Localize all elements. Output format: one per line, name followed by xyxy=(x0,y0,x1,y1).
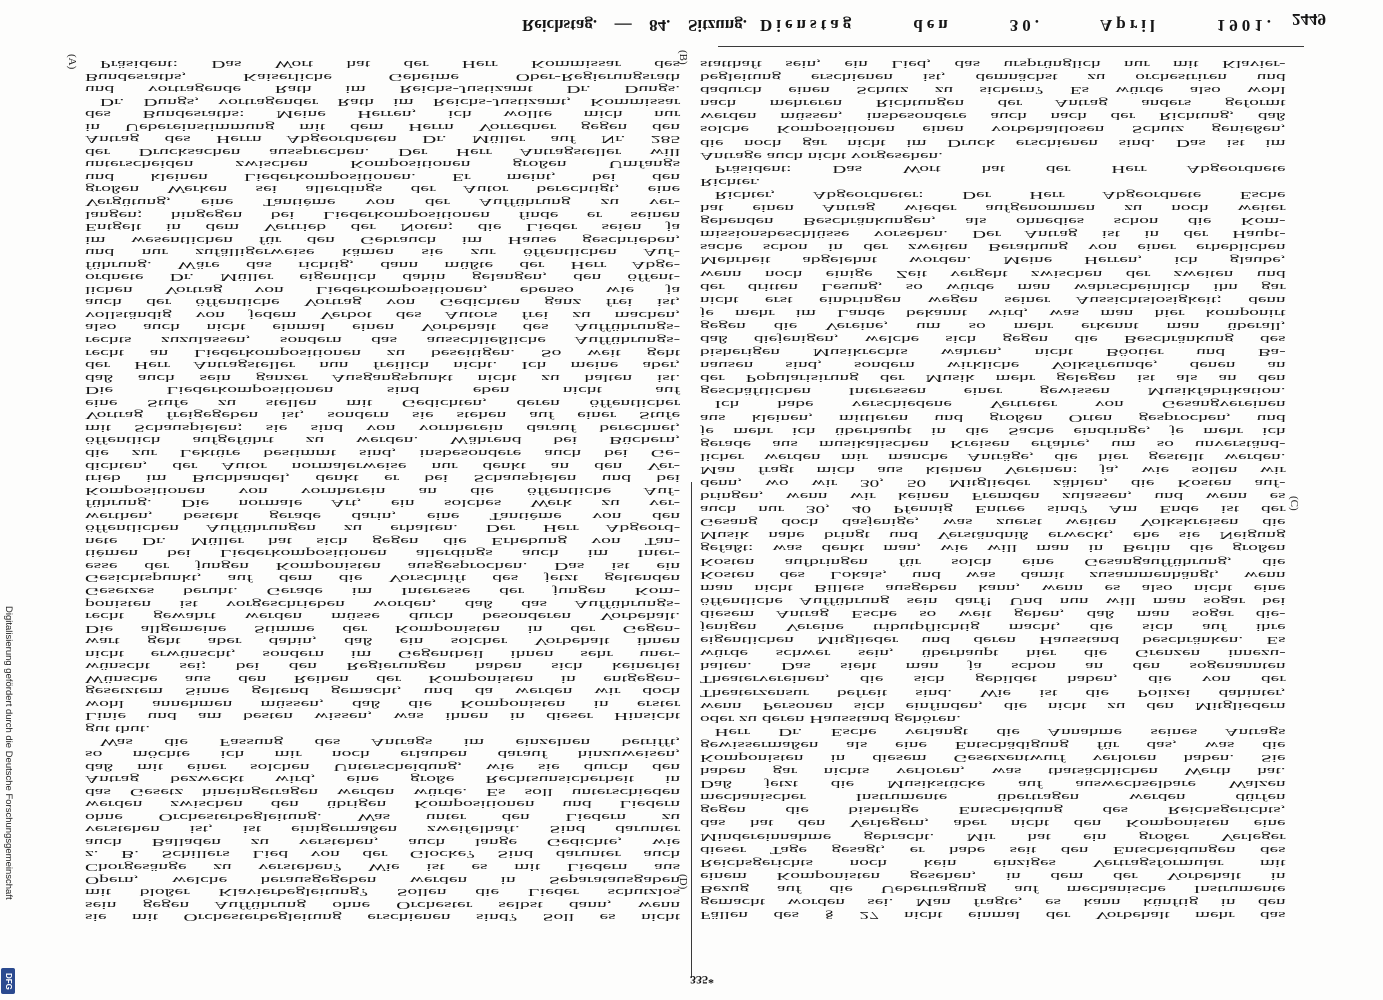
text-line-content: lichen Vortrag von Liederkompositionen, ebenso wie ja xyxy=(85,283,681,295)
text-line-content: Mehrheit abgelehnt worden. Meine Herren, ich glaube, xyxy=(700,254,1286,266)
text-line-content: Linie und am besten wissen, was ihnen in dieser Hinsicht xyxy=(85,710,681,722)
text-line xyxy=(85,847,680,860)
text-line-content: recht an Liederkompositionen zu beseitigen. So weit geht xyxy=(85,346,681,358)
text-line xyxy=(85,672,680,685)
text-line xyxy=(700,437,1286,450)
text-line-content: werden müssen, insbesondere auch nach der Richtung, daß xyxy=(700,110,1286,122)
text-line-content: Komponisten in diesem Gesetzentwurf verloren haben. Sie xyxy=(700,751,1286,763)
text-line-content: man nicht Billets ausgeben kann, wenn es also nicht eine xyxy=(700,581,1286,593)
text-line-content: führung. Die normale Art, ein solches Werk zu ver- xyxy=(85,497,681,509)
text-line-content: dichten, der Autor normalerweise nur denkt an den Ver- xyxy=(85,459,681,471)
text-line xyxy=(700,528,1286,541)
text-line-content: vollständig von jedem Verbot des Autors frei zu machen, xyxy=(85,308,681,320)
text-line-content: das hat den Verlegern, aber nicht den Komponisten eine xyxy=(700,817,1286,829)
text-line-content: gerade aus musikalischen Kreisen erfahre, um so unverständ- xyxy=(700,437,1286,449)
text-line-content: in Uebereinstimmung mit dem Herrn Vorredner gegen den xyxy=(85,120,681,132)
text-line xyxy=(85,521,680,534)
text-line-content: Musik nahe bringt und Verständniß erweckt, ehe sie Neigung xyxy=(700,529,1286,541)
text-line-content: Chorgesänge zu verstehen? Wie ist es mit Liedern aus xyxy=(85,861,681,872)
text-line xyxy=(700,175,1286,188)
text-line xyxy=(700,122,1286,135)
text-line-content: und vortragende Rath im Reichs-Justizamt Dr. Dungs. xyxy=(85,83,681,95)
text-line xyxy=(85,659,680,672)
text-line xyxy=(85,157,680,170)
text-line xyxy=(700,581,1286,594)
text-line xyxy=(700,672,1286,685)
text-line xyxy=(700,515,1286,528)
text-line-content: der Popularisirung der Musik mehr gelegen ist als an den xyxy=(700,372,1286,384)
text-line xyxy=(700,306,1286,319)
text-line xyxy=(85,597,680,610)
text-line-content: gegen die bisherige Entscheidung des Reichsgerichts, xyxy=(700,804,1286,816)
text-line xyxy=(85,471,680,484)
text-line-content: wart geht aber dahin, daß ein solcher Vorbehalt ihnen xyxy=(85,635,681,647)
text-line-content: auch Balladen zu verstehen, auch lange Gedichte, wie xyxy=(85,835,681,847)
text-line xyxy=(700,201,1286,214)
text-line-content: Vergütung, eine Tantième von der Aufführung zu ver- xyxy=(85,196,681,208)
text-line-content: nausen sind, sondern wirkliche Volksfreunde, denen an xyxy=(700,359,1286,371)
text-line xyxy=(700,816,1286,829)
text-line xyxy=(700,777,1286,790)
text-line xyxy=(700,267,1286,280)
text-line xyxy=(85,709,680,722)
text-line xyxy=(85,622,680,635)
text-line xyxy=(700,358,1286,371)
text-line xyxy=(700,725,1286,738)
margin-letter-d: (D) xyxy=(677,874,689,890)
text-line xyxy=(700,489,1286,502)
text-line-content: daß mit einer solchen Unterscheidung, wie sie durch den xyxy=(85,760,681,772)
text-line-content: Reichsgerichts noch kein einziges Vertragsformular mit xyxy=(700,856,1286,868)
text-line xyxy=(85,82,680,95)
text-line-content: solche Kompositionen einen vorbehaltlosen Schutz genießen, xyxy=(700,123,1286,135)
text-line-content: Entgelt in dem Vertrieb der Noten; die Lieder seien ja xyxy=(85,221,681,233)
text-line-content: halten. Das sieht man ja schon an den sogenannten xyxy=(700,660,1286,672)
text-line xyxy=(85,860,680,873)
text-line xyxy=(85,584,680,597)
text-line-content: gemacht worden sei. Man fragte, es kann künftig in den xyxy=(700,896,1286,907)
text-line-content: Daß jetzt die Musikstücke auf auswechselbare Walzen xyxy=(700,778,1286,790)
text-line xyxy=(700,188,1286,201)
text-line-content: sache schon in der zweiten Berathung von einer erheblichen xyxy=(700,241,1286,253)
text-line-content: nicht erst einbringen wegen seiner Aussichtslosigkeit; denn xyxy=(700,293,1286,305)
text-line-content: Antrage auch nicht vorgesehen. xyxy=(700,149,943,161)
text-line-content: daß auch sein ganzer Ausgangspunkt nicht zu halten ist. xyxy=(85,371,681,383)
text-column-left xyxy=(85,57,680,923)
text-column-right xyxy=(700,57,1286,921)
text-line-content: sie mit Orchesterbegleitung erschienen sind? Soll es nicht xyxy=(85,911,681,923)
text-line xyxy=(85,182,680,195)
text-line xyxy=(700,280,1286,293)
text-line xyxy=(85,358,680,371)
text-line-content: haben gar nichts verloren, was thatsächlichen Werth hat. xyxy=(700,765,1286,777)
text-line xyxy=(700,646,1286,659)
text-line xyxy=(85,70,680,83)
text-line-content: so möchte ich mir noch erlauben darauf hinzuweisen, xyxy=(85,748,681,760)
margin-letter-b: (B) xyxy=(677,50,689,65)
text-line-content: begleitung erschienen ist, demnächst zu orchestriren und xyxy=(700,71,1286,83)
text-line xyxy=(700,803,1286,816)
text-line xyxy=(85,873,680,886)
text-line-content: Gesang doch dasjenige, was zuerst weiten Volkskreisen die xyxy=(700,516,1286,528)
text-line-content: hat einen Antrag wieder aufgenommen zu noch weiter xyxy=(700,202,1286,214)
text-line-content: Antrag bezweckt wird, eine große Rechtsunsicherheit in xyxy=(85,773,681,785)
text-line-content: ohne Orchesterbegleitung. Was unter den Liedern zu xyxy=(85,810,681,822)
text-line-content: werthen, besteht gerade darin, eine Tantième von den xyxy=(85,509,681,521)
text-line xyxy=(85,546,680,559)
text-line xyxy=(700,332,1286,345)
text-line xyxy=(85,308,680,321)
text-line-content: geschäftlichen Interessen einer gewissen Musikfabrikation. xyxy=(700,385,1286,397)
text-line xyxy=(85,910,680,923)
text-line xyxy=(700,541,1286,554)
text-line-content: die zur Lektüre bestimmt sind, insbesondere auch bei Ge- xyxy=(85,446,681,458)
text-line xyxy=(85,534,680,547)
text-line xyxy=(700,856,1286,869)
text-line-content: ordnete Dr. Müller eigentlich dahin gelangen, den öffent- xyxy=(85,271,681,283)
text-line-content: würde schwer sein, überhaupt hier die Grenzen innezu- xyxy=(700,647,1286,659)
text-line xyxy=(85,459,680,472)
text-line xyxy=(85,333,680,346)
text-line xyxy=(85,697,680,710)
text-line xyxy=(700,411,1286,424)
text-line-content: Mindereinnahme gebracht. Mir hat ein großer Verleger xyxy=(700,830,1286,842)
text-line-content: mit Schauspielen; sie sind von vornherein darauf berechnet, xyxy=(85,421,681,433)
text-line-content: aus kleinen, mittleren und großen Orten gesprochen, und xyxy=(700,411,1286,423)
text-line-content: mechanischer Instrumente übertragen werden dürfen xyxy=(700,791,1286,803)
text-line xyxy=(85,371,680,384)
text-line-content: rechts zuzulassen, sondern das ausschließliche Aufführungs- xyxy=(85,334,681,346)
column-rule xyxy=(691,482,692,978)
text-line-content: dieser Tage gesagt, er habe seit den Entscheidungen des xyxy=(700,843,1286,855)
text-line-content: Wünsche aus den Reihen der Komponisten in entgegen- xyxy=(85,672,681,684)
text-line-content: missionsbeschlüsse vorsehen. Der Antrag ist in der Haupt- xyxy=(700,228,1286,240)
text-line xyxy=(85,898,680,911)
text-line xyxy=(700,699,1286,712)
text-line-content: sein gegen Aufführung ohne Orchester selbst dann, wenn xyxy=(85,898,681,910)
text-line-content: der Herr Antragsteller nun freilich nicht. Ich meine aber, xyxy=(85,359,681,371)
text-line-content: nicht erwünscht, sondern im Gegentheil ihnen sehr uner- xyxy=(85,647,681,659)
text-line-content: Kosten des Lokals, und was damit zusammenhängt, wenn xyxy=(700,568,1286,580)
text-line xyxy=(700,253,1286,266)
text-line-content: öffentlich aufgeführt zu werden. Während bei Büchern, xyxy=(85,434,681,446)
text-line-content: Dr. Dungs, vortragender Rath im Reichs-Justizamt, Kommissar xyxy=(99,95,681,107)
margin-letter-c: (C) xyxy=(1288,496,1300,511)
text-line xyxy=(85,835,680,848)
text-line-content: oder zu deren Hausstand gehören. xyxy=(700,712,961,724)
text-line xyxy=(700,895,1286,908)
text-line xyxy=(85,810,680,823)
text-line xyxy=(85,885,680,898)
text-line xyxy=(85,383,680,396)
text-line xyxy=(85,132,680,145)
text-line xyxy=(85,571,680,584)
text-line-content: tièmen bei Liederkompositionen allerdings auch im Inter- xyxy=(85,547,681,559)
text-line xyxy=(700,214,1286,227)
text-line xyxy=(85,145,680,158)
text-line xyxy=(85,559,680,572)
text-line-content: Theaterzensur befreit sind. Wie ist die Polizei dahinter, xyxy=(700,686,1286,698)
text-line-content: bisherigen Musikrechts wahren, nicht Böotier und Ba- xyxy=(700,346,1286,358)
text-line-content: Kompositionen von vornherein an die öffentliche Auf- xyxy=(85,484,681,496)
text-line xyxy=(700,751,1286,764)
text-line xyxy=(700,397,1286,410)
text-line-content: Präsident: Das Wort hat der Herr Kommissar des xyxy=(99,58,681,69)
text-line-content: recht gewahrt werden müsse durch besonderen Vorbehalt. xyxy=(85,610,681,622)
text-line-content: z. B. Schillers Lied von der Glocke? Sind darunter auch xyxy=(85,848,681,860)
text-line xyxy=(85,647,680,660)
text-line xyxy=(700,293,1286,306)
running-head-title: Reichstag. — 84. Sitzung. xyxy=(522,16,747,35)
text-line-content: nach mehreren Richtungen der Antrag anders geformt xyxy=(700,97,1286,109)
text-line xyxy=(700,463,1286,476)
text-line-content: wünscht sei; bei den Regierungen haben sich keinerlei xyxy=(85,660,681,672)
text-line-content: licher werden mir manche Anträge, die hier gestellt werden. xyxy=(700,450,1286,462)
text-line xyxy=(85,785,680,798)
text-line xyxy=(85,170,680,183)
text-line xyxy=(85,684,680,697)
text-line xyxy=(700,384,1286,397)
text-line-content: gewissermaßen als eine Entschädigung für das, was die xyxy=(700,738,1286,750)
text-line xyxy=(85,258,680,271)
text-line xyxy=(700,620,1286,633)
text-line-content: auch der öffentliche Vortrag von Gedichten ganz frei ist, xyxy=(85,296,681,308)
text-line xyxy=(700,57,1286,70)
text-line-content: großen Werken sei allerdings der Autor berechtigt, eine xyxy=(85,183,681,195)
text-line xyxy=(85,57,680,70)
text-line-content: Antrag des Herrn Abgeordneten Dr. Müller auf Nr. 285 xyxy=(85,133,681,145)
text-line xyxy=(700,882,1286,895)
text-line xyxy=(85,396,680,409)
text-line-content: denn, wo wir 30, 50 Mitglieder zählen, die Kosten auf- xyxy=(700,477,1286,488)
text-line-content: das Gesetz hineingetragen werden würde. Es soll unterschieden xyxy=(85,785,681,797)
text-line xyxy=(700,568,1286,581)
text-line-content: Fällen des § 27 nicht einmal der Vorbehalt mehr das xyxy=(700,909,1286,921)
text-line-content: öffentliche Aufführung sein darf! Und nun will man sogar bei xyxy=(700,594,1286,606)
text-line xyxy=(700,136,1286,149)
text-line-content: je mehr im Lande bekannt wird, was man hier komponirt xyxy=(700,306,1286,318)
text-line xyxy=(700,162,1286,175)
text-line-content: Präsident: Das Wort hat der Herr Abgeordnete xyxy=(714,162,1286,174)
text-line xyxy=(700,149,1286,162)
text-line-content: je mehr ich überhaupt in die Sache eindringe, je mehr ich xyxy=(700,424,1286,436)
text-line-content: also auch nicht einmal einen Vorbehalt des Aufführungs- xyxy=(85,321,681,333)
text-line xyxy=(85,208,680,221)
text-line-content: und nur zufälligerweise kämen sie zur öffentlichen Auf- xyxy=(85,246,681,258)
text-line-content: Herr Dr. Esche verlangt die Annahme seines Antrags xyxy=(714,725,1286,737)
text-line xyxy=(700,83,1286,96)
sheet-signature: 335* xyxy=(690,973,714,987)
text-line xyxy=(85,120,680,133)
text-line-content: statthaft sein, ein Lied, das ursprünglich nur mit Klavier- xyxy=(700,58,1286,69)
text-line-content: eigentlichen Mitglieder und deren Hausstand beschränken. Es xyxy=(700,634,1286,646)
text-line-content: die noch gar nicht im Druck erschienen sind. Das ist im xyxy=(700,136,1286,148)
text-line xyxy=(85,283,680,296)
text-line xyxy=(85,346,680,359)
digitization-notice: Digitalisierung gefördert durch die Deutsche Forschungsgemeinschaft xyxy=(3,606,14,900)
running-head-date: Dienstag den 30. April 1901. xyxy=(760,16,1275,35)
text-line-content: der dritten Lesung, so würde man wahrscheinlich ihn gar xyxy=(700,280,1286,292)
text-line xyxy=(85,433,680,446)
text-line-content: unterscheiden zwischen Kompositionen großen Umfangs xyxy=(85,158,681,170)
text-line-content: ponisten ist vorgeschrieben worden, daß das Aufführungs- xyxy=(85,597,681,609)
page-number: 2449 xyxy=(1292,10,1326,29)
text-line xyxy=(700,345,1286,358)
text-line-content: im wesentlichen für den Gebrauch im Hause geschrieben, xyxy=(85,233,681,245)
text-line xyxy=(85,408,680,421)
text-line-content: bringen, wenn wir keinen Fremden zulassen, und wenn es xyxy=(700,490,1286,502)
text-line-content: gehenden Beschränkungen, als ohnedies schon die Kom- xyxy=(700,215,1286,227)
text-line xyxy=(700,476,1286,489)
text-line-content: Opern, welche herausgegeben werden in Separatausgaben xyxy=(85,873,681,885)
text-line-content: Die allgemeine Stimme der Komponisten in der Gegen- xyxy=(85,622,681,634)
text-line xyxy=(700,594,1286,607)
text-line xyxy=(700,555,1286,568)
text-line xyxy=(85,270,680,283)
text-line-content: Gesetzes beruht. Gerade im Interesse der jungen Kom- xyxy=(85,584,681,596)
text-line xyxy=(85,822,680,835)
text-line-content: dadurch einen Schutz zu sichern? Es würde also wohl xyxy=(700,84,1286,96)
text-line xyxy=(700,659,1286,672)
text-line-content: Kosten aufbringen für solch eine Gesangaufführung, die xyxy=(700,555,1286,567)
text-line-content: der Drucksachen aussprechen. Der Herr Antragsteller will xyxy=(85,145,681,157)
text-line-content: Man fragt mich aus kleinen Vereinen: ja, wie sollen wir xyxy=(700,463,1286,475)
text-line-content: Gesichtspunkt, auf dem die Vorschrift des jetzt geltenden xyxy=(85,572,681,584)
margin-letter-a: (A) xyxy=(66,54,78,70)
text-line xyxy=(85,295,680,308)
text-line-content: verstehen ist, ist einigermaßen zweifelhaft. Sind darunter xyxy=(85,823,681,835)
text-line-content: öffentlichen Aufführungen zu erhalten. Der Herr Abgeord- xyxy=(85,522,681,534)
text-line xyxy=(700,240,1286,253)
text-line-content: Theatervereinen, die sich gebildet haben, die von der xyxy=(700,673,1286,685)
text-line xyxy=(85,772,680,785)
text-line-content: einem Komponisten gesehen, in dem der Vorbehalt in xyxy=(700,869,1286,881)
text-line xyxy=(85,747,680,760)
text-line-content: wenn Personen sich einfinden, die nicht zu den Mitgliedern xyxy=(700,699,1286,711)
text-line-content: wohl annehmen müssen, daß die Komponisten in erster xyxy=(85,697,681,709)
text-line-content: diesem Antrag Esche so weit gehen, daß man sogar die- xyxy=(700,607,1286,619)
text-line xyxy=(700,633,1286,646)
text-line xyxy=(85,634,680,647)
text-line-content: führung. Wäre das richtig, dann müßte der Herr Abge- xyxy=(85,258,681,270)
text-line-content: Vortrag freigegeben ist, sondern sie stehen auf einer Stufe xyxy=(85,409,681,421)
text-line xyxy=(85,760,680,773)
text-line xyxy=(700,607,1286,620)
text-line-content: des Bundesraths: Meine Herren, ich wollte mich nur xyxy=(85,108,681,120)
text-line xyxy=(85,797,680,810)
text-line-content: werden zwischen den übrigen Kompositionen und Liedern xyxy=(85,798,681,810)
text-line xyxy=(85,421,680,434)
text-line-content: wenn noch einige Zeit vergeht zwischen der zweiten und xyxy=(700,267,1286,279)
text-line xyxy=(700,712,1286,725)
text-line-content: Was die Fassung des Antrags im einzelnen betrifft, xyxy=(99,735,681,747)
text-line xyxy=(85,446,680,459)
text-line xyxy=(700,830,1286,843)
text-line xyxy=(700,371,1286,384)
text-line-content: gut thut. xyxy=(85,722,151,734)
text-line xyxy=(85,509,680,522)
text-line xyxy=(700,70,1286,83)
text-line xyxy=(700,450,1286,463)
running-head-left xyxy=(522,14,747,36)
text-line-content: esse der jungen Komponisten ausgesprochen. Das ist ein xyxy=(85,559,681,571)
text-line-content: und kleinen Liederkompositionen. Er meint, bei den xyxy=(85,170,681,182)
text-line-content: Bezug auf die Uebertragung auf mechanische Instrumente xyxy=(700,882,1286,894)
text-line-content: jenigen Vereine tributpflichtig macht, die sich auf ihre xyxy=(700,621,1286,633)
text-line xyxy=(85,233,680,246)
text-line xyxy=(700,738,1286,751)
text-line xyxy=(85,320,680,333)
text-line xyxy=(85,95,680,108)
text-line-content: langen; hingegen bei Liederkompositionen finde er seinen xyxy=(85,208,681,220)
text-line xyxy=(700,502,1286,515)
text-line xyxy=(700,764,1286,777)
text-line xyxy=(700,319,1286,332)
running-head-right xyxy=(760,14,1275,36)
text-line xyxy=(85,496,680,509)
text-line-content: nete Dr. Müller hat sich gegen die Erhebung von Tan- xyxy=(85,534,681,546)
text-line xyxy=(700,227,1286,240)
text-line-content: gegen die Vereine, um so mehr erkennt man überall, xyxy=(700,319,1286,331)
text-line-content: gesetztem Sinne geltend gemacht, und da werden wir doch xyxy=(85,685,681,697)
text-line-content: eine Stufe zu stellen mit Gedichten, deren öffentlicher xyxy=(85,396,681,408)
header-rule xyxy=(718,46,1304,47)
text-line xyxy=(700,843,1286,856)
text-line-content: Richter. xyxy=(700,175,761,187)
text-line-content: gefaßt: was denkt man, wie will man in Berlin die großen xyxy=(700,542,1286,554)
text-line xyxy=(85,220,680,233)
text-line xyxy=(85,195,680,208)
text-line-content: Bundesraths, Kaiserliche Geheime Ober-Regierungsrath xyxy=(85,70,681,82)
text-line xyxy=(700,96,1286,109)
text-line-content: Richter, Abgeordneter: Der Herr Abgeordnete Esche xyxy=(714,188,1286,200)
text-line-content: daß diejenigen, welche sich gegen die Beschränkung des xyxy=(700,332,1286,344)
text-line xyxy=(85,609,680,622)
text-line xyxy=(700,109,1286,122)
dfg-logo-icon: DFG xyxy=(1,968,15,994)
text-line-content: auch nur 30, 40 Pfennig Entree sind? Am Ende ist der xyxy=(700,503,1286,515)
text-line xyxy=(85,722,680,735)
text-line-content: trieb im Buchhandel, denkt er bei Schauspielen und bei xyxy=(85,472,681,484)
text-line xyxy=(700,424,1286,437)
text-line xyxy=(85,484,680,497)
text-line xyxy=(700,869,1286,882)
text-line xyxy=(85,107,680,120)
text-line-content: Ich habe verschiedene Vertreter von Gesangvereinen xyxy=(714,398,1286,410)
text-line xyxy=(85,245,680,258)
text-line-content: mit bloßer Klavierbegleitung? Sollen die Lieder schutzlos xyxy=(85,886,681,898)
text-line xyxy=(700,908,1286,921)
text-line-content: Die Liederkompositionen sind eben nicht auf xyxy=(85,384,681,396)
text-line xyxy=(700,790,1286,803)
text-line xyxy=(700,686,1286,699)
text-line xyxy=(85,735,680,748)
